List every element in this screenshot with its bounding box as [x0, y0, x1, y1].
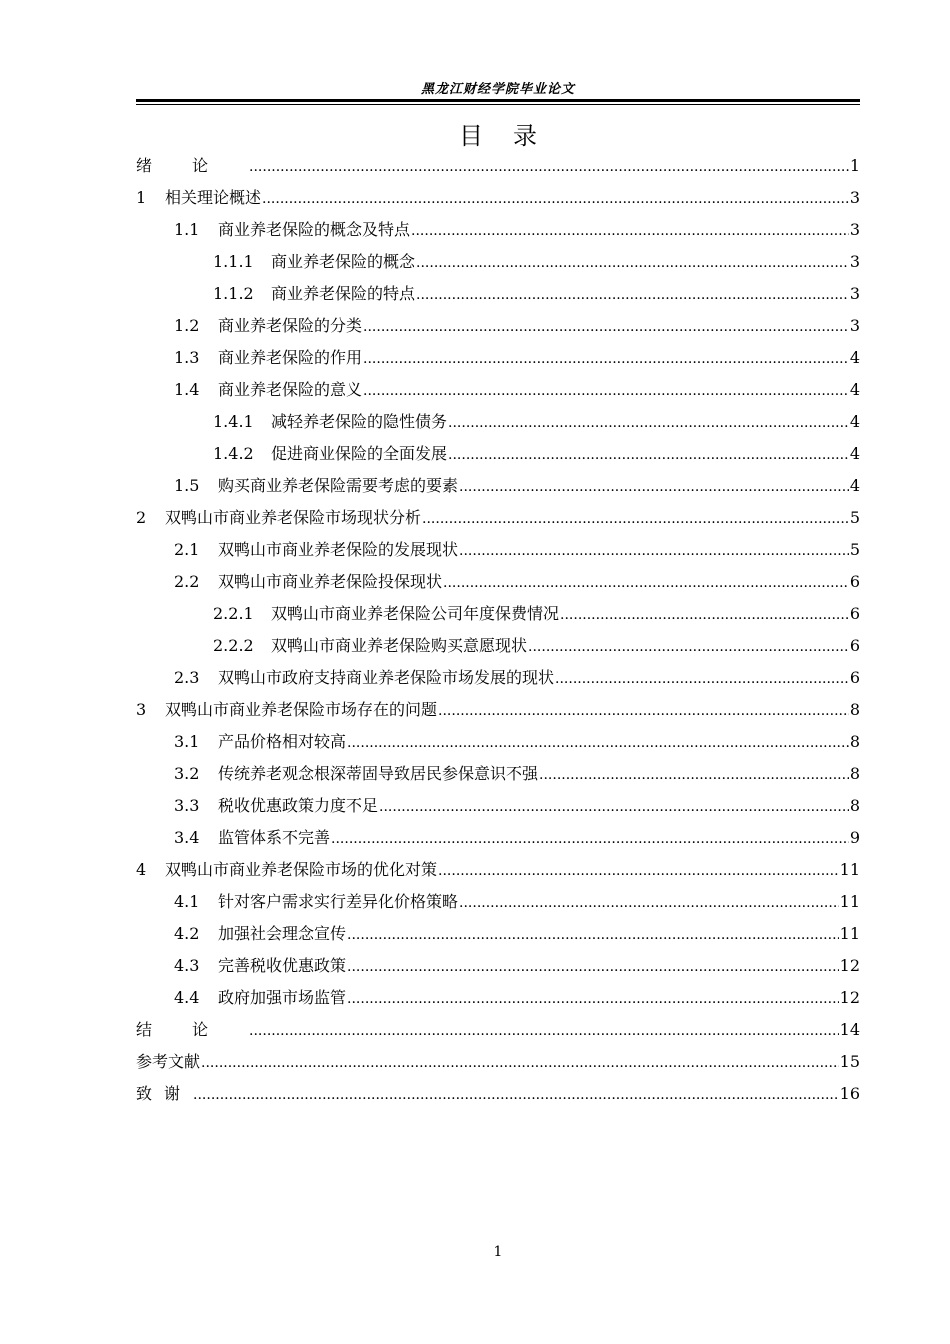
toc-entry-number: 1.4.1 — [213, 412, 254, 431]
toc-leader-dots — [416, 279, 849, 311]
toc-entry[interactable] — [136, 278, 860, 310]
toc-leader-dots — [539, 759, 849, 791]
toc-leader-dots — [555, 663, 849, 695]
toc-entry-label: 双鸭山市政府支持商业养老保险市场发展的现状 — [218, 668, 555, 687]
toc-leader-dots — [528, 631, 849, 663]
toc-entry[interactable] — [136, 630, 860, 662]
toc-leader-dots — [347, 951, 839, 983]
toc-entry-page: 4 — [849, 476, 860, 495]
toc-entry-number: 4.4 — [174, 988, 200, 1007]
toc-entry-label: 双鸭山市商业养老保险投保现状 — [218, 572, 443, 591]
toc-entry-page: 3 — [849, 252, 860, 271]
toc-entry[interactable] — [136, 566, 860, 598]
toc-entry-page: 11 — [839, 924, 860, 943]
toc-entry-page: 12 — [839, 956, 860, 975]
toc-entry-label: 传统养老观念根深蒂固导致居民参保意识不强 — [218, 764, 539, 783]
toc-entry-number: 1.5 — [174, 476, 200, 495]
toc-entry-label: 监管体系不完善 — [218, 828, 331, 847]
toc-entry-number: 2 — [136, 508, 147, 527]
toc-leader-dots — [416, 247, 849, 279]
toc-leader-dots — [262, 183, 849, 215]
toc-entry-page: 4 — [849, 412, 860, 431]
toc-leader-dots — [560, 599, 849, 631]
toc-entry-number: 3.4 — [174, 828, 200, 847]
toc-entry[interactable] — [136, 470, 860, 502]
toc-entry-page: 3 — [849, 284, 860, 303]
toc-entry-page: 5 — [849, 540, 860, 559]
toc-entry-label: 完善税收优惠政策 — [218, 956, 347, 975]
toc-leader-dots — [411, 215, 849, 247]
toc-entry-page: 6 — [849, 572, 860, 591]
toc-leader-dots — [363, 375, 849, 407]
toc-leader-dots — [459, 887, 839, 919]
toc-entry[interactable] — [136, 822, 860, 854]
toc-entry-label: 结论 — [136, 1020, 249, 1039]
toc-entry-number: 4.1 — [174, 892, 200, 911]
toc-leader-dots — [249, 1015, 839, 1047]
toc-entry-number: 3.1 — [174, 732, 200, 751]
toc-entry-label: 政府加强市场监管 — [218, 988, 347, 1007]
toc-entry[interactable] — [136, 854, 860, 886]
header-rule-thin — [136, 104, 860, 105]
toc-entry-label: 双鸭山市商业养老保险购买意愿现状 — [271, 636, 528, 655]
toc-entry-page: 3 — [849, 188, 860, 207]
toc-leader-dots — [331, 823, 849, 855]
toc-entry-number: 2.2 — [174, 572, 200, 591]
toc-entry-label: 绪论 — [136, 156, 249, 175]
toc-entry-page: 8 — [849, 796, 860, 815]
toc-leader-dots — [438, 855, 839, 887]
toc-entry-number: 1.1.2 — [213, 284, 254, 303]
toc-entry-page: 11 — [839, 860, 860, 879]
toc-leader-dots — [448, 439, 849, 471]
toc-leader-dots — [193, 1079, 839, 1111]
toc-entry[interactable] — [136, 758, 860, 790]
toc-entry-label: 税收优惠政策力度不足 — [218, 796, 379, 815]
running-header: 黑龙江财经学院毕业论文 — [420, 82, 575, 97]
toc-entry-page: 9 — [849, 828, 860, 847]
toc-leader-dots — [347, 727, 849, 759]
toc-entry[interactable] — [136, 950, 860, 982]
toc-entry[interactable] — [136, 310, 860, 342]
toc-entry-label: 针对客户需求实行差异化价格策略 — [218, 892, 459, 911]
toc-entry-label: 参考文献 — [136, 1052, 201, 1071]
toc-entry-label: 购买商业养老保险需要考虑的要素 — [218, 476, 459, 495]
toc-entry-number: 1.1.1 — [213, 252, 254, 271]
toc-entry[interactable] — [136, 598, 860, 630]
toc-entry-page: 4 — [849, 380, 860, 399]
toc-entry-page: 4 — [849, 348, 860, 367]
toc-entry[interactable] — [136, 374, 860, 406]
toc-entry[interactable] — [136, 1046, 860, 1078]
toc-entry[interactable] — [136, 214, 860, 246]
toc-entry-number: 1.1 — [174, 220, 200, 239]
toc-entry[interactable] — [136, 406, 860, 438]
toc-entry-label: 商业养老保险的意义 — [218, 380, 363, 399]
toc-entry-number: 2.2.2 — [213, 636, 254, 655]
toc-entry-page: 3 — [849, 220, 860, 239]
toc-entry-page: 5 — [849, 508, 860, 527]
toc-entry-label: 加强社会理念宣传 — [218, 924, 347, 943]
toc-entry-page: 14 — [839, 1020, 860, 1039]
toc-entry[interactable] — [136, 1078, 860, 1110]
toc-entry[interactable] — [136, 694, 860, 726]
toc-leader-dots — [459, 471, 849, 503]
toc-entry-page: 6 — [849, 604, 860, 623]
toc-entry-label: 商业养老保险的作用 — [218, 348, 363, 367]
toc-entry-label: 双鸭山市商业养老保险市场存在的问题 — [165, 700, 438, 719]
toc-entry-label: 商业养老保险的概念及特点 — [218, 220, 411, 239]
toc-leader-dots — [363, 311, 849, 343]
toc-entry-page: 6 — [849, 668, 860, 687]
toc-entry-number: 1.4 — [174, 380, 200, 399]
toc-entry[interactable] — [136, 438, 860, 470]
toc-entry[interactable] — [136, 790, 860, 822]
toc-leader-dots — [347, 919, 839, 951]
toc-entry[interactable] — [136, 150, 860, 182]
toc-entry[interactable] — [136, 534, 860, 566]
toc-entry-page: 1 — [849, 156, 860, 175]
page-number: 1 — [493, 1244, 503, 1260]
toc-entry-page: 8 — [849, 732, 860, 751]
toc-entry-page: 8 — [849, 764, 860, 783]
toc-entry[interactable] — [136, 982, 860, 1014]
toc-entry-number: 4 — [136, 860, 147, 879]
toc-entry-label: 减轻养老保险的隐性债务 — [271, 412, 448, 431]
toc-leader-dots — [201, 1047, 839, 1079]
toc-entry-number: 4.3 — [174, 956, 200, 975]
toc-entry-page: 11 — [839, 892, 860, 911]
toc-entry-page: 6 — [849, 636, 860, 655]
toc-entry[interactable] — [136, 726, 860, 758]
toc-leader-dots — [459, 535, 849, 567]
toc-entry[interactable] — [136, 1014, 860, 1046]
toc-leader-dots — [422, 503, 849, 535]
toc-entry-label: 商业养老保险的概念 — [271, 252, 416, 271]
toc-entry-page: 8 — [849, 700, 860, 719]
toc-entry-number: 1 — [136, 188, 147, 207]
toc-entry-label: 致谢 — [136, 1084, 193, 1103]
toc-entry-label: 促进商业保险的全面发展 — [271, 444, 448, 463]
toc-entry-number: 3.3 — [174, 796, 200, 815]
toc-entry[interactable] — [136, 918, 860, 950]
toc-entry-number: 3 — [136, 700, 147, 719]
toc-leader-dots — [448, 407, 849, 439]
toc-entry[interactable] — [136, 246, 860, 278]
toc-entry-page: 3 — [849, 316, 860, 335]
toc-entry-number: 1.2 — [174, 316, 200, 335]
toc-entry-page: 12 — [839, 988, 860, 1007]
toc-entry-label: 双鸭山市商业养老保险市场现状分析 — [165, 508, 422, 527]
toc-entry-page: 16 — [839, 1084, 860, 1103]
toc-entry-page: 4 — [849, 444, 860, 463]
toc-entry[interactable] — [136, 342, 860, 374]
toc-entry-label: 商业养老保险的分类 — [218, 316, 363, 335]
toc-leader-dots — [249, 151, 849, 183]
toc-leader-dots — [379, 791, 849, 823]
toc-entry[interactable] — [136, 662, 860, 694]
toc-leader-dots — [443, 567, 849, 599]
toc-entry[interactable] — [136, 182, 860, 214]
header-rule-thick — [136, 99, 860, 102]
toc-entry-label: 双鸭山市商业养老保险公司年度保费情况 — [271, 604, 560, 623]
toc-leader-dots — [347, 983, 839, 1015]
toc-entry-page: 15 — [839, 1052, 860, 1071]
toc-title: 目录 — [459, 122, 567, 150]
toc-entry-label: 双鸭山市商业养老保险市场的优化对策 — [165, 860, 438, 879]
toc-entry-label: 相关理论概述 — [165, 188, 262, 207]
toc-entry-number: 4.2 — [174, 924, 200, 943]
toc-entry-label: 双鸭山市商业养老保险的发展现状 — [218, 540, 459, 559]
toc-entry[interactable] — [136, 886, 860, 918]
toc-leader-dots — [438, 695, 849, 727]
toc-entry-number: 2.2.1 — [213, 604, 254, 623]
toc-entry-number: 1.4.2 — [213, 444, 254, 463]
toc-entry-number: 1.3 — [174, 348, 200, 367]
toc-entry[interactable] — [136, 502, 860, 534]
toc-leader-dots — [363, 343, 849, 375]
toc-entry-number: 3.2 — [174, 764, 200, 783]
table-of-contents — [136, 150, 860, 1110]
toc-entry-number: 2.3 — [174, 668, 200, 687]
toc-entry-label: 商业养老保险的特点 — [271, 284, 416, 303]
toc-entry-label: 产品价格相对较高 — [218, 732, 347, 751]
toc-entry-number: 2.1 — [174, 540, 200, 559]
